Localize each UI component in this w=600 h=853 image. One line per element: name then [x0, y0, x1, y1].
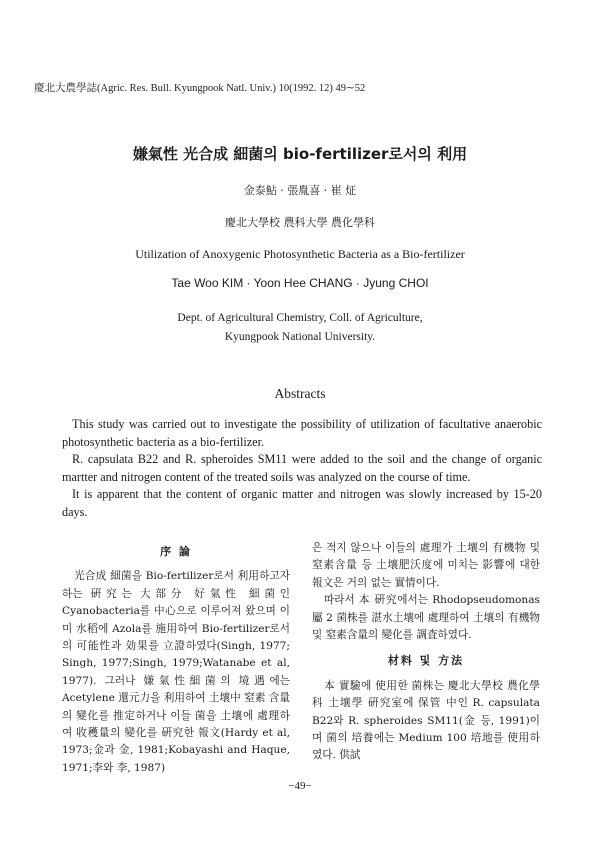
affiliation-korean: 慶北大學校 農科大學 農化學科: [225, 216, 375, 229]
abstract-heading: Abstracts: [274, 386, 326, 401]
methods-paragraph: 本 實驗에 使用한 菌株는 慶北大學校 農化學科 土壤學 硏究室에 保管 中인 R. capsulata B22와 R. spheroides SM11(金 등, 1991)이며 菌의 培養에는 Medium 100 培地를 使用하였다. 供試: [312, 679, 540, 762]
affiliation-english: [0, 309, 600, 347]
abstract-paragraph-1: This study was carried out to investigate the possibility of utilization of facultative anaerobic photosynthetic bacteria as a bio-fertilizer.: [62, 417, 542, 449]
introduction-paragraph: 光合成 細菌을 Bio-fertilizer로서 利用하고자 하는 硏究는 大部分 好氣性 細菌인 Cyanobacteria를 中心으로 이루어져 왔으며 이미 水稻에 Azola를 施用하여 Bio-fertilizer로서의 可能性과 効果를 立證하였다(Singh, 1977; Singh, 1977;Singh, 1979;Watanabe et al, 1977). 그러나 嫌氣性細菌의 境遇에는 Acetylene 還元力을 利用하여 土壤中 窒素 含量의 變化를 推定하거나 이들 菌을 土壤에 處理하여 收穫量의 變化를 硏究한 報文(Hardy et al, 1973;金과 金, 1981;Kobayashi and Haque, 1971;李와 李, 1987): [62, 570, 290, 774]
intro-continuation-paragraph: 은 적지 않으나 이들의 處理가 土壤의 有機物 및 窒素含量 등 土壤肥沃度에 미치는 影響에 대한 報文은 거의 없는 實情이다.: [312, 542, 540, 589]
methods-heading: 材料 및 方法: [387, 654, 465, 668]
study-aim-paragraph: 따라서 本 硏究에서는 Rhodopseudomonas屬 2 菌株를 湛水土壤에 處理하여 土壤의 有機物 및 窒素含量의 變化를 調査하였다.: [312, 594, 540, 642]
abstract-body: [62, 416, 542, 521]
authors-korean: 金泰鮎 · 張胤喜 · 崔 炡: [243, 184, 357, 197]
authors-english: Tae Woo KIM · Yoon Hee CHANG · Jyung CHOI: [171, 276, 429, 290]
right-column: [312, 540, 540, 765]
paper-title-english: Utilization of Anoxygenic Photosynthetic Bacteria as a Bio-fertilizer: [135, 247, 465, 261]
affiliation-english-line2: Kyungpook National University.: [224, 331, 376, 343]
paper-title: 嫌氣性 光合成 細菌의 bio-fertilizer로서의 利用: [132, 145, 468, 163]
abstract-paragraph-2: R. capsulata B22 and R. spheroides SM11 were added to the soil and the change of organic martter and nitrogen content of the treated soils was analyzed on the course of time.: [62, 452, 542, 484]
abstract-paragraph-3: It is apparent that the content of organic matter and nitrogen was slowly increased by 15-20 days.: [62, 487, 542, 519]
left-column: [62, 543, 290, 777]
journal-citation: 慶北大農學誌(Agric. Res. Bull. Kyungpook Natl. Univ.) 10(1992. 12) 49∼52: [34, 83, 366, 94]
affiliation-english-line1: Dept. of Agricultural Chemistry, Coll. of Agriculture,: [177, 312, 423, 324]
introduction-heading: 序 論: [160, 545, 192, 558]
page-number: −49−: [288, 780, 312, 792]
